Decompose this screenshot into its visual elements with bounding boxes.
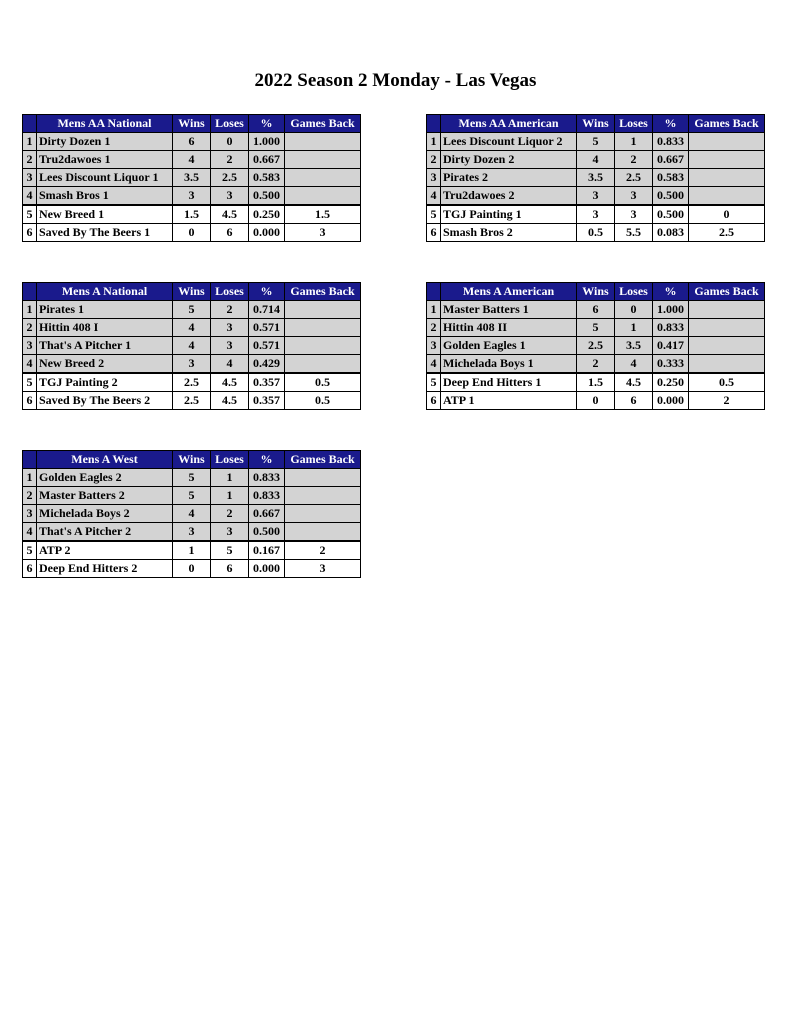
wins-cell: 3.5 — [577, 169, 615, 187]
games-back-cell — [285, 487, 361, 505]
loses-cell: 1 — [211, 469, 249, 487]
team-name-cell: That's A Pitcher 1 — [37, 337, 173, 355]
games-back-cell — [285, 355, 361, 374]
games-back-cell — [689, 337, 765, 355]
table-row — [427, 301, 765, 319]
loses-cell: 4.5 — [211, 373, 249, 392]
table-row — [23, 560, 361, 578]
division-name: Mens A National — [37, 283, 173, 301]
table-row — [23, 205, 361, 224]
team-name-cell: Hittin 408 I — [37, 319, 173, 337]
games-back-cell: 3 — [285, 224, 361, 242]
games-back-cell — [689, 319, 765, 337]
loses-cell: 2.5 — [615, 169, 653, 187]
loses-cell: 6 — [211, 560, 249, 578]
table-header-row — [427, 115, 765, 133]
pct-cell: 0.429 — [249, 355, 285, 374]
rank-cell: 3 — [427, 169, 441, 187]
games-back-cell — [285, 319, 361, 337]
pct-cell: 0.833 — [653, 319, 689, 337]
wins-header: Wins — [173, 283, 211, 301]
team-name-cell: Saved By The Beers 2 — [37, 392, 173, 410]
rank-header — [427, 283, 441, 301]
team-name-cell: Lees Discount Liquor 2 — [441, 133, 577, 151]
games-back-cell — [689, 355, 765, 374]
pct-cell: 0.833 — [249, 469, 285, 487]
rank-header — [23, 283, 37, 301]
wins-cell: 3 — [577, 187, 615, 206]
wins-cell: 2.5 — [577, 337, 615, 355]
team-name-cell: Pirates 2 — [441, 169, 577, 187]
page-title: 2022 Season 2 Monday - Las Vegas — [254, 70, 537, 91]
wins-cell: 0.5 — [577, 224, 615, 242]
loses-cell: 2 — [615, 151, 653, 169]
rank-cell: 3 — [23, 505, 37, 523]
table-row — [23, 301, 361, 319]
games-back-header: Games Back — [285, 451, 361, 469]
team-name-cell: Master Batters 1 — [441, 301, 577, 319]
games-back-cell — [285, 505, 361, 523]
games-back-cell — [285, 151, 361, 169]
rank-cell: 2 — [427, 319, 441, 337]
games-back-cell — [285, 469, 361, 487]
pct-cell: 0.667 — [249, 151, 285, 169]
table-row — [427, 319, 765, 337]
pct-cell: 0.714 — [249, 301, 285, 319]
standings-table-mens-a-west — [22, 450, 361, 578]
team-name-cell: That's A Pitcher 2 — [37, 523, 173, 542]
rank-cell: 6 — [23, 392, 37, 410]
rank-cell: 6 — [427, 392, 441, 410]
games-back-header: Games Back — [689, 115, 765, 133]
pct-cell: 0.000 — [653, 392, 689, 410]
table-row — [427, 133, 765, 151]
rank-cell: 4 — [23, 187, 37, 206]
games-back-cell: 2 — [689, 392, 765, 410]
games-back-cell: 2 — [285, 541, 361, 560]
rank-cell: 4 — [427, 187, 441, 206]
table-row — [427, 337, 765, 355]
loses-cell: 3 — [211, 523, 249, 542]
division-name: Mens AA American — [441, 115, 577, 133]
loses-header: Loses — [615, 283, 653, 301]
loses-cell: 4.5 — [615, 373, 653, 392]
team-name-cell: Golden Eagles 2 — [37, 469, 173, 487]
table-row — [427, 187, 765, 206]
wins-cell: 5 — [577, 133, 615, 151]
pct-cell: 0.083 — [653, 224, 689, 242]
pct-cell: 0.500 — [249, 523, 285, 542]
table-row — [427, 169, 765, 187]
table-row — [23, 337, 361, 355]
loses-cell: 3 — [615, 187, 653, 206]
wins-cell: 3 — [173, 355, 211, 374]
wins-cell: 4 — [173, 319, 211, 337]
loses-cell: 4.5 — [211, 205, 249, 224]
table-row — [23, 469, 361, 487]
wins-cell: 4 — [173, 151, 211, 169]
loses-cell: 3 — [615, 205, 653, 224]
team-name-cell: TGJ Painting 2 — [37, 373, 173, 392]
team-name-cell: Tru2dawoes 1 — [37, 151, 173, 169]
loses-cell: 3 — [211, 337, 249, 355]
team-name-cell: Michelada Boys 1 — [441, 355, 577, 374]
games-back-cell — [689, 187, 765, 206]
games-back-cell — [689, 133, 765, 151]
rank-header — [23, 451, 37, 469]
wins-cell: 1 — [173, 541, 211, 560]
pct-cell: 0.357 — [249, 392, 285, 410]
loses-cell: 4.5 — [211, 392, 249, 410]
games-back-cell: 1.5 — [285, 205, 361, 224]
rank-cell: 1 — [23, 301, 37, 319]
loses-header: Loses — [211, 451, 249, 469]
team-name-cell: Master Batters 2 — [37, 487, 173, 505]
standings-table-mens-a-american — [426, 282, 765, 410]
games-back-cell — [689, 169, 765, 187]
loses-cell: 3.5 — [615, 337, 653, 355]
wins-header: Wins — [577, 283, 615, 301]
wins-cell: 2.5 — [173, 392, 211, 410]
pct-cell: 0.583 — [653, 169, 689, 187]
rank-cell: 6 — [23, 224, 37, 242]
table-row — [427, 392, 765, 410]
table-row — [23, 169, 361, 187]
wins-cell: 2 — [577, 355, 615, 374]
pct-cell: 0.571 — [249, 337, 285, 355]
standings-table-mens-a-national — [22, 282, 361, 410]
rank-cell: 5 — [23, 205, 37, 224]
rank-cell: 1 — [427, 301, 441, 319]
pct-header: % — [653, 283, 689, 301]
rank-cell: 3 — [23, 337, 37, 355]
wins-cell: 4 — [173, 337, 211, 355]
games-back-cell: 0.5 — [285, 392, 361, 410]
pct-cell: 0.833 — [249, 487, 285, 505]
pct-cell: 0.250 — [249, 205, 285, 224]
rank-cell: 1 — [427, 133, 441, 151]
games-back-cell — [285, 337, 361, 355]
rank-cell: 4 — [427, 355, 441, 374]
games-back-cell — [689, 301, 765, 319]
games-back-cell: 3 — [285, 560, 361, 578]
wins-cell: 3 — [173, 187, 211, 206]
rank-cell: 6 — [23, 560, 37, 578]
wins-cell: 3 — [577, 205, 615, 224]
table-header-row — [23, 451, 361, 469]
standings-table-mens-aa-national — [22, 114, 361, 242]
pct-cell: 0.250 — [653, 373, 689, 392]
wins-header: Wins — [577, 115, 615, 133]
loses-cell: 0 — [211, 133, 249, 151]
rank-cell: 4 — [23, 355, 37, 374]
games-back-cell — [285, 301, 361, 319]
wins-cell: 0 — [173, 224, 211, 242]
table-row — [427, 373, 765, 392]
table-row — [23, 133, 361, 151]
team-name-cell: ATP 2 — [37, 541, 173, 560]
rank-cell: 2 — [427, 151, 441, 169]
rank-header — [427, 115, 441, 133]
games-back-header: Games Back — [285, 283, 361, 301]
team-name-cell: New Breed 1 — [37, 205, 173, 224]
team-name-cell: Smash Bros 1 — [37, 187, 173, 206]
table-header-row — [427, 283, 765, 301]
table-row — [23, 224, 361, 242]
table-row — [23, 151, 361, 169]
games-back-header: Games Back — [689, 283, 765, 301]
wins-cell: 6 — [577, 301, 615, 319]
pct-cell: 0.571 — [249, 319, 285, 337]
pct-cell: 0.500 — [249, 187, 285, 206]
wins-cell: 4 — [577, 151, 615, 169]
pct-cell: 1.000 — [249, 133, 285, 151]
wins-header: Wins — [173, 451, 211, 469]
pct-cell: 0.667 — [653, 151, 689, 169]
pct-cell: 0.833 — [653, 133, 689, 151]
loses-cell: 1 — [211, 487, 249, 505]
pct-header: % — [249, 451, 285, 469]
games-back-cell — [689, 151, 765, 169]
table-row — [23, 355, 361, 374]
rank-cell: 3 — [427, 337, 441, 355]
rank-cell: 5 — [427, 205, 441, 224]
team-name-cell: Saved By The Beers 1 — [37, 224, 173, 242]
wins-cell: 5 — [173, 469, 211, 487]
pct-cell: 0.000 — [249, 224, 285, 242]
pct-cell: 0.417 — [653, 337, 689, 355]
games-back-header: Games Back — [285, 115, 361, 133]
wins-cell: 1.5 — [577, 373, 615, 392]
table-row — [23, 523, 361, 542]
wins-cell: 6 — [173, 133, 211, 151]
wins-cell: 3 — [173, 523, 211, 542]
team-name-cell: Golden Eagles 1 — [441, 337, 577, 355]
pct-header: % — [653, 115, 689, 133]
rank-cell: 2 — [23, 151, 37, 169]
rank-cell: 6 — [427, 224, 441, 242]
team-name-cell: Deep End Hitters 2 — [37, 560, 173, 578]
rank-header — [23, 115, 37, 133]
table-row — [23, 187, 361, 206]
loses-cell: 1 — [615, 133, 653, 151]
wins-header: Wins — [173, 115, 211, 133]
team-name-cell: Dirty Dozen 2 — [441, 151, 577, 169]
wins-cell: 4 — [173, 505, 211, 523]
rank-cell: 3 — [23, 169, 37, 187]
games-back-cell: 0.5 — [285, 373, 361, 392]
pct-header: % — [249, 115, 285, 133]
division-name: Mens A West — [37, 451, 173, 469]
games-back-cell — [285, 523, 361, 542]
table-header-row — [23, 115, 361, 133]
pct-cell: 0.500 — [653, 187, 689, 206]
loses-cell: 0 — [615, 301, 653, 319]
team-name-cell: Hittin 408 II — [441, 319, 577, 337]
pct-cell: 0.167 — [249, 541, 285, 560]
wins-cell: 0 — [173, 560, 211, 578]
table-row — [427, 224, 765, 242]
team-name-cell: New Breed 2 — [37, 355, 173, 374]
rank-cell: 4 — [23, 523, 37, 542]
pct-cell: 0.583 — [249, 169, 285, 187]
standings-table-mens-aa-american — [426, 114, 765, 242]
rank-cell: 2 — [23, 319, 37, 337]
team-name-cell: TGJ Painting 1 — [441, 205, 577, 224]
games-back-cell — [285, 133, 361, 151]
table-row — [23, 505, 361, 523]
loses-cell: 6 — [211, 224, 249, 242]
loses-header: Loses — [211, 283, 249, 301]
team-name-cell: Tru2dawoes 2 — [441, 187, 577, 206]
rank-cell: 1 — [23, 133, 37, 151]
loses-cell: 6 — [615, 392, 653, 410]
wins-cell: 3.5 — [173, 169, 211, 187]
table-row — [23, 319, 361, 337]
loses-cell: 2 — [211, 301, 249, 319]
wins-cell: 0 — [577, 392, 615, 410]
table-row — [23, 541, 361, 560]
team-name-cell: Michelada Boys 2 — [37, 505, 173, 523]
games-back-cell — [285, 169, 361, 187]
loses-header: Loses — [615, 115, 653, 133]
loses-cell: 4 — [615, 355, 653, 374]
wins-cell: 5 — [577, 319, 615, 337]
wins-cell: 5 — [173, 301, 211, 319]
rank-cell: 5 — [23, 541, 37, 560]
pct-cell: 0.500 — [653, 205, 689, 224]
loses-cell: 3 — [211, 319, 249, 337]
loses-cell: 5 — [211, 541, 249, 560]
pct-cell: 0.357 — [249, 373, 285, 392]
pct-cell: 0.667 — [249, 505, 285, 523]
loses-cell: 2.5 — [211, 169, 249, 187]
table-row — [427, 205, 765, 224]
table-row — [23, 487, 361, 505]
loses-cell: 2 — [211, 505, 249, 523]
table-row — [23, 392, 361, 410]
division-name: Mens A American — [441, 283, 577, 301]
pct-header: % — [249, 283, 285, 301]
games-back-cell: 0.5 — [689, 373, 765, 392]
loses-cell: 3 — [211, 187, 249, 206]
table-header-row — [23, 283, 361, 301]
team-name-cell: Smash Bros 2 — [441, 224, 577, 242]
rank-cell: 2 — [23, 487, 37, 505]
table-row — [427, 355, 765, 374]
pct-cell: 0.000 — [249, 560, 285, 578]
pct-cell: 1.000 — [653, 301, 689, 319]
games-back-cell — [285, 187, 361, 206]
loses-cell: 5.5 — [615, 224, 653, 242]
pct-cell: 0.333 — [653, 355, 689, 374]
rank-cell: 5 — [427, 373, 441, 392]
team-name-cell: Lees Discount Liquor 1 — [37, 169, 173, 187]
loses-cell: 4 — [211, 355, 249, 374]
team-name-cell: Dirty Dozen 1 — [37, 133, 173, 151]
team-name-cell: Deep End Hitters 1 — [441, 373, 577, 392]
games-back-cell: 2.5 — [689, 224, 765, 242]
team-name-cell: Pirates 1 — [37, 301, 173, 319]
games-back-cell: 0 — [689, 205, 765, 224]
wins-cell: 2.5 — [173, 373, 211, 392]
table-row — [427, 151, 765, 169]
rank-cell: 5 — [23, 373, 37, 392]
rank-cell: 1 — [23, 469, 37, 487]
team-name-cell: ATP 1 — [441, 392, 577, 410]
loses-header: Loses — [211, 115, 249, 133]
division-name: Mens AA National — [37, 115, 173, 133]
wins-cell: 1.5 — [173, 205, 211, 224]
table-row — [23, 373, 361, 392]
loses-cell: 1 — [615, 319, 653, 337]
wins-cell: 5 — [173, 487, 211, 505]
loses-cell: 2 — [211, 151, 249, 169]
